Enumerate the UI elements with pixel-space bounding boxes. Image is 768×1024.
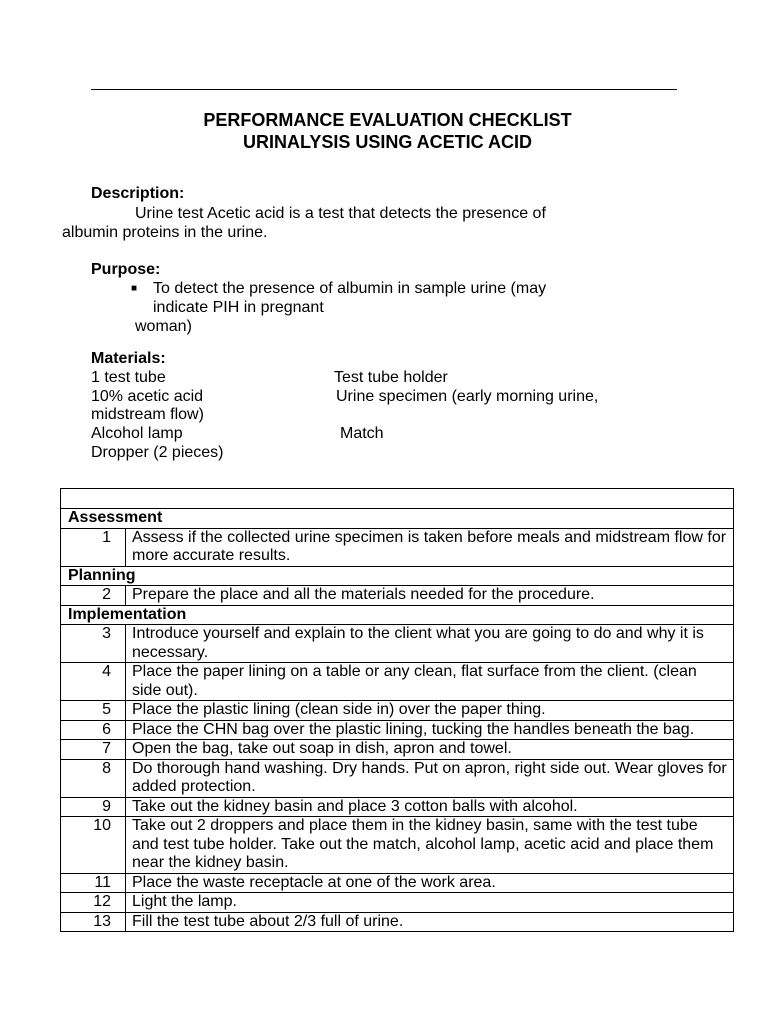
- step-number: 10: [61, 817, 126, 874]
- table-row: [61, 759, 734, 797]
- step-number: 5: [61, 701, 126, 721]
- materials-heading: Materials:: [91, 350, 166, 367]
- description-line-2: albumin proteins in the urine.: [62, 224, 268, 241]
- step-number: 3: [61, 625, 126, 663]
- table-row: [61, 797, 734, 817]
- table-row: [61, 873, 734, 893]
- step-text: Assess if the collected urine specimen is taken before meals and midstream flow for more accurate results.: [126, 528, 734, 566]
- section-implementation: Implementation: [61, 605, 734, 625]
- step-text: Introduce yourself and explain to the client what you are going to do and why it is necessary.: [126, 625, 734, 663]
- table-row: [61, 663, 734, 701]
- material-item: midstream flow): [91, 406, 204, 423]
- step-text: Place the paper lining on a table or any clean, flat surface from the client. (clean side out).: [126, 663, 734, 701]
- step-text: Fill the test tube about 2/3 full of urine.: [126, 912, 734, 932]
- description-heading: Description:: [91, 185, 185, 202]
- purpose-bullet-line-2: indicate PIH in pregnant: [153, 299, 324, 316]
- material-item: Match: [340, 425, 384, 442]
- step-number: 7: [61, 740, 126, 760]
- material-item: 1 test tube: [91, 369, 166, 386]
- section-row: [61, 605, 734, 625]
- table-row: [61, 740, 734, 760]
- checklist-table: [60, 488, 734, 932]
- title-line-2: URINALYSIS USING ACETIC ACID: [242, 132, 533, 152]
- step-number: 9: [61, 797, 126, 817]
- step-number: 12: [61, 893, 126, 913]
- table-row: [61, 817, 734, 874]
- bullet-icon: ■: [131, 283, 138, 294]
- table-row: [61, 701, 734, 721]
- material-item: Alcohol lamp: [91, 425, 183, 442]
- section-row: [61, 566, 734, 586]
- step-text: Do thorough hand washing. Dry hands. Put on apron, right side out. Wear gloves for added protection.: [126, 759, 734, 797]
- step-text: Open the bag, take out soap in dish, apron and towel.: [126, 740, 734, 760]
- table-header-row: [61, 489, 734, 509]
- purpose-bullet-line-3: woman): [135, 318, 192, 335]
- step-number: 4: [61, 663, 126, 701]
- top-rule: [91, 89, 677, 90]
- section-assessment: Assessment: [61, 509, 734, 529]
- purpose-heading: Purpose:: [91, 261, 161, 278]
- step-text: Place the waste receptacle at one of the work area.: [126, 873, 734, 893]
- step-text: Take out 2 droppers and place them in the kidney basin, same with the test tube and test tube holder. Take out the match, alcohol lamp, acetic acid and place them near the kidney basin.: [126, 817, 734, 874]
- section-row: [61, 509, 734, 529]
- step-number: 11: [61, 873, 126, 893]
- purpose-bullet-line-1: To detect the presence of albumin in sample urine (may: [153, 280, 547, 297]
- step-text: Light the lamp.: [126, 893, 734, 913]
- material-item: Test tube holder: [334, 369, 448, 386]
- step-number: 6: [61, 720, 126, 740]
- table-row: [61, 720, 734, 740]
- step-text: Place the plastic lining (clean side in) over the paper thing.: [126, 701, 734, 721]
- step-number: 1: [61, 528, 126, 566]
- table-row: [61, 586, 734, 606]
- step-text: Take out the kidney basin and place 3 cotton balls with alcohol.: [126, 797, 734, 817]
- step-text: Prepare the place and all the materials needed for the procedure.: [126, 586, 734, 606]
- table-row: [61, 625, 734, 663]
- table-row: [61, 528, 734, 566]
- table-row: [61, 912, 734, 932]
- material-item: Dropper (2 pieces): [91, 444, 224, 461]
- table-row: [61, 893, 734, 913]
- material-item: Urine specimen (early morning urine,: [336, 388, 599, 405]
- step-number: 2: [61, 586, 126, 606]
- description-line-1: Urine test Acetic acid is a test that detects the presence of: [135, 205, 546, 222]
- step-number: 8: [61, 759, 126, 797]
- title-line-1: PERFORMANCE EVALUATION CHECKLIST: [203, 110, 572, 130]
- step-text: Place the CHN bag over the plastic lining, tucking the handles beneath the bag.: [126, 720, 734, 740]
- material-item: 10% acetic acid: [91, 388, 204, 405]
- step-number: 13: [61, 912, 126, 932]
- section-planning: Planning: [61, 566, 734, 586]
